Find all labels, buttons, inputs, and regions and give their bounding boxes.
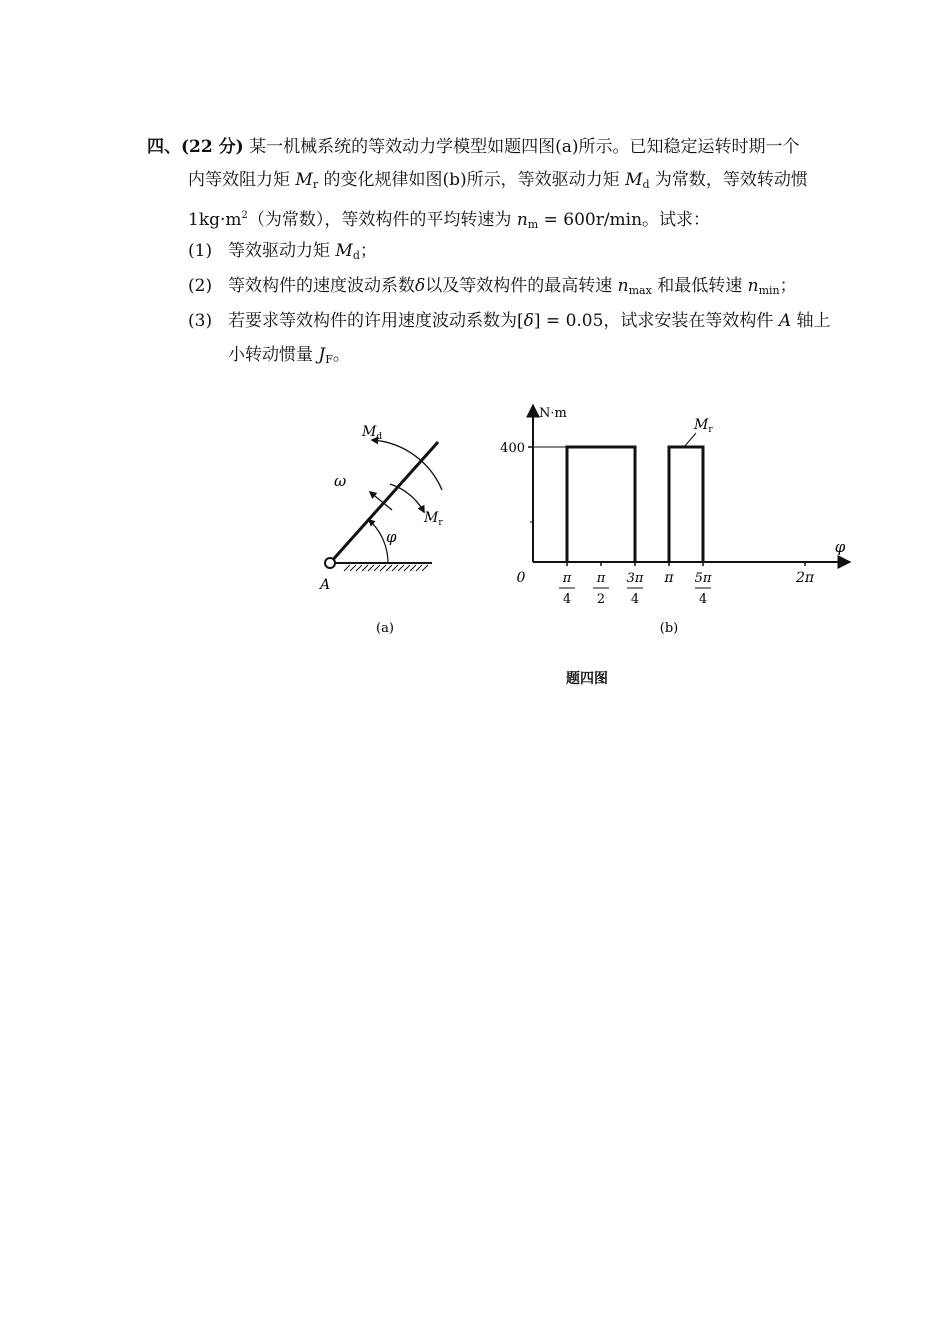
item-2-nmax: n (617, 276, 629, 296)
item-2-nmin-sub: min (758, 284, 780, 297)
line3-text-b: （为常数），等效构件的平均转速为 (247, 210, 517, 230)
question-item-1 (188, 240, 377, 267)
item-3-text-a: 若要求等效构件的许用速度波动系数为[ (228, 311, 524, 331)
item-2-text-c: 和最低转速 (651, 276, 748, 296)
figure-a-diagram (300, 400, 480, 650)
item-3-delta: δ (523, 311, 534, 331)
var-nm-sub: m (527, 218, 539, 231)
var-mr-sub: r (312, 178, 319, 191)
series-leader-line (684, 433, 696, 447)
item-3-var: A (778, 311, 792, 331)
x-tick-num-1: π (562, 571, 572, 586)
item-3-number: (3) (188, 311, 213, 331)
problem-line-2 (188, 169, 808, 196)
line3-text-c: = 600r/min。试求： (538, 210, 711, 230)
label-a: A (320, 577, 331, 593)
x-tick-label-4: π (664, 570, 674, 586)
item-2-delta: δ (415, 276, 426, 296)
y-axis-label: N·m (539, 406, 567, 421)
y-tick-label-400: 400 (500, 441, 525, 456)
line2-text-b: 的变化规律如图(b)所示，等效驱动力矩 (318, 170, 626, 190)
var-mr: M (295, 170, 313, 190)
pivot-joint (325, 558, 335, 568)
series-label: $M_r$ (694, 417, 713, 435)
problem-line-1-text: 某一机械系统的等效动力学模型如题四图(a)所示。已知稳定运转时期一个 (249, 137, 800, 157)
item-2-text-a: 等效构件的速度波动系数 (228, 276, 415, 296)
figure-b-chart (490, 400, 870, 650)
item-4-text-a: 小转动惯量 (228, 345, 319, 365)
x-tick-den-1: 4 (562, 592, 572, 607)
item-2-number: (2) (188, 276, 213, 296)
question-item-2 (188, 275, 797, 302)
line3-text-a: 1kg·m (188, 210, 242, 230)
line3-sup: 2 (241, 210, 248, 221)
question-item-3-continued (228, 344, 350, 371)
item-1-var-sub: d (352, 249, 360, 262)
x-tick-label-6: 2π (795, 570, 815, 586)
problem-number: 四、 (147, 137, 181, 157)
label-mr: $M_r$ (424, 510, 443, 528)
x-tick-label-0: 0 (516, 570, 526, 586)
item-4-var-sub: F (325, 353, 333, 366)
item-3-text-c: 轴上 (791, 311, 831, 331)
item-4-text-b: 。 (332, 345, 350, 365)
item-4-var: J (318, 345, 326, 365)
item-2-nmin: n (747, 276, 759, 296)
label-md: $M_d$ (362, 424, 383, 442)
item-2-text-b: 以及等效构件的最高转速 (425, 276, 618, 296)
x-tick-den-5: 4 (698, 592, 708, 607)
problem-points: (22 分) (181, 137, 244, 157)
x-tick-den-2: 2 (596, 592, 606, 607)
caption-b: (b) (659, 621, 679, 636)
var-md-sub: d (642, 178, 650, 191)
x-tick-num-3: 3π (626, 571, 644, 586)
var-md: M (625, 170, 643, 190)
problem-line-1 (147, 136, 799, 158)
item-1-var: M (335, 241, 353, 261)
label-omega: ω (334, 472, 347, 490)
ground-hatching (344, 565, 428, 571)
item-2-nmax-sub: max (628, 284, 652, 297)
item-1-text-a: 等效驱动力矩 (228, 241, 336, 261)
figure-caption: 题四图 (566, 671, 608, 687)
label-phi: φ (386, 528, 397, 546)
item-1-number: (1) (188, 241, 213, 261)
x-tick-num-5: 5π (694, 571, 712, 586)
rotating-link (330, 442, 438, 563)
item-1-text-b: ； (359, 241, 377, 261)
line2-text-c: 为常数，等效转动惯 (649, 170, 808, 190)
caption-a: (a) (376, 621, 394, 636)
item-2-text-d: ； (779, 276, 797, 296)
problem-line-3 (188, 205, 710, 236)
x-tick-den-3: 4 (630, 592, 640, 607)
question-item-3 (188, 310, 831, 332)
item-3-text-b: ] = 0.05，试求安装在等效构件 (533, 311, 779, 331)
x-axis-label: φ (834, 538, 846, 556)
mr-segment-2 (669, 447, 703, 562)
line2-text-a: 内等效阻力矩 (188, 170, 296, 190)
x-tick-num-2: π (596, 571, 606, 586)
var-nm: n (516, 210, 528, 230)
mr-segment-1 (567, 447, 635, 562)
